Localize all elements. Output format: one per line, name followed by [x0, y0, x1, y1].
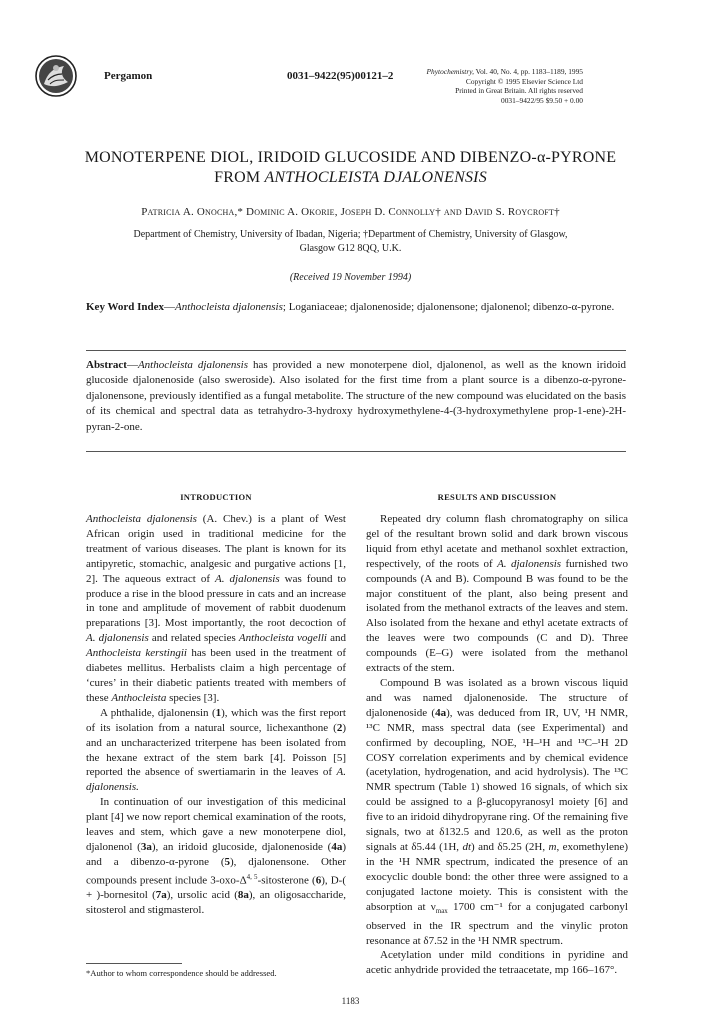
keywords-species: Anthocleista djalonensis: [175, 301, 283, 313]
paper-title: [40, 148, 661, 188]
affiliations: [80, 228, 621, 256]
price-line: 0031–9422/95 $9.50 + 0.00: [501, 95, 583, 105]
abstract-label: Abstract: [86, 359, 127, 371]
keyword-index: Key Word Index—Anthocleista djalonensis; Loganiaceae; djalonenoside; djalonensone; djalonenol; dibenzo-α-pyrone.: [86, 301, 615, 313]
abstract-bottom-rule: [86, 451, 626, 452]
affiliation-line-2: Glasgow G12 8QQ, U.K.: [299, 243, 402, 254]
footnote-rule: [86, 963, 182, 964]
title-line-1: MONOTERPENE DIOL, IRIDOID GLUCOSIDE AND DIBENZO-α-PYRONE: [84, 149, 617, 166]
abstract-top-rule: [86, 350, 626, 351]
abstract-species: Anthocleista djalonensis: [137, 359, 249, 371]
results-body: [366, 512, 628, 978]
received-date: (Received 19 November 1994): [289, 272, 412, 283]
title-prefix: FROM: [214, 169, 265, 186]
footnote: *Author to whom correspondence should be addressed.: [86, 968, 277, 978]
copyright-line: Copyright © 1995 Elsevier Science Ltd: [465, 76, 583, 86]
results-paragraph: Acetylation under mild conditions in pyridine and acetic anhydride provided the tetraacetate, mp 166–167°.: [366, 949, 628, 977]
journal-info: [383, 67, 583, 105]
author-list: Patricia A. Onocha,* Dominic A. Okorie, Joseph D. Connolly† and David S. Roycroft†: [141, 206, 560, 218]
intro-paragraph: In continuation of our investigation of this medicinal plant [4] we now report chemical examination of the roots, leaves and stem, which gave a new monoterpene diol, djalonenol (3a), an iridoid glucoside, djalonenoside (4a) and a dibenzo-α-pyrone (5), djalonensone. Other compounds present include $3-oxo-\Delta^{4, 5}$-sitosterone (6), D-( + )-bornesitol (7a), ursolic acid (8a), an oligosaccharide, sitosterol and stigmasterol.: [86, 796, 347, 917]
page-number: 1183: [341, 996, 360, 1006]
affiliation-line-1: Department of Chemistry, University of Ibadan, Nigeria; †Department of Chemistry, University of Glasgow,: [133, 229, 568, 240]
title-line-2: [40, 168, 661, 188]
intro-paragraph: Anthocleista djalonensis (A. Chev.) is a plant of West African origin used in traditional medicine for the treatment of various diseases. The plant is known for its antipyretic, stomachic, analgesic and purgative actions [1, 2]. The aqueous extract of A. djalonensis was found to produce a rise in the blood pressure in cats and an increase in tone and amplitude of movement of rabbit duodenum preparations [3]. Most importantly, the root decoction of A. djalonensis and related species Anthocleista vogelli and Anthocleista kerstingii has been used in the treatment of diabetes mellitus. Herbalists claim a high percentage of ‘cures’ in their diabetic patients treated with members of these Anthocleista species [3].: [86, 513, 347, 704]
journal-name: Phytochemistry,: [426, 67, 474, 76]
abstract: Abstract—Anthocleista djalonensis has provided a new monoterpene diol, djalonenol, as well as the known iridoid glucoside djalonenoside (also sweroside). Also isolated for the first time from a plant source is a dibenzo-α-pyrone-djalonensone, previously identified as a fungal metabolite. The structure of the new compound was elucidated on the basis of its chemical and spectral data as tetrahydro-3-hydroxy hydroxymethylene-4-(3-hydroxymethylene prop-1-ene)-2H-pyran-2-one.: [86, 359, 626, 433]
abstract-text: has provided a new monoterpene diol, djalonenol, as well as the known iridoid glucoside djalonenoside (also sweroside). Also isolated for the first time from a plant source is a dibenzo-α-pyrone-djalonensone, previously identified as a fungal metabolite. The structure of the new compound was elucidated on the basis of its chemical and spectral data as tetrahydro-3-hydroxy hydroxymethylene-4-(3-hydroxymethylene prop-1-ene)-2H-pyran-2-one.: [86, 359, 626, 433]
printed-line: Printed in Great Britain. All rights reserved: [455, 86, 583, 96]
publisher-name: Pergamon: [104, 70, 153, 82]
intro-paragraph: A phthalide, djalonensin (1), which was the first report of its isolation from a natural source, lichexanthone (2) and an uncharacterized triterpene has been isolated from the hexane extract of the stem bark [4]. Poisson [5] reported the absence of swertiamarin in the leaves of A. djalonensis.: [86, 706, 346, 794]
keywords-label: Key Word Index: [86, 301, 165, 313]
results-paragraph: Compound B was isolated as a brown viscous liquid and was named djalonenoside. The structure of djalonenoside (4a), was deduced from IR, UV, ¹H NMR, ¹³C NMR, mass spectral data (see Experimental) and confirmed by decoupling, NOE, ¹H–¹H and ¹³C–¹H 2D COSY correlation experiments and by chemical evidence (acetylation, hydrogenation, and acid hydrolysis). The ¹³C NMR spectrum (Table 1) showed 16 signals, of which six could be assigned to a β-glucopyranosyl moiety [6] and five to an iridoid dihydropyrane ring. Of the remaining five signals, two at δ132.5 and 120.6, as well as the proton signals at δ5.44 (1H, dt) and δ5.25 (2H, m, exomethylene) in the ¹H NMR spectrum, indicated the presence of an exocyclic double bond: the other three were assigned to a conjugated lactone moiety. This is consistent with the absorption at $\nu_{max}$ 1700 cm⁻¹ for a conjugated carbonyl observed in the IR spectrum and the vinylic proton resonance at δ7.52 in the ¹H NMR spectrum.: [366, 676, 628, 947]
results-paragraph: Repeated dry column flash chromatography on silica gel of the resultant brown solid and dark brown viscous liquid from ethyl acetate and methanol soxhlet extraction, respectively, of the roots of A. djalonensis furnished two compounds (A and B). Compound B was found to be the major constituent of the plant, also being present and isolated from the methanol extracts of the leaves and stem. Also isolated from the hexane and ethyl acetate extracts of the leaves were two compounds (C and D). Three compounds (E–G) were isolated from the methanol extracts of the stem.: [366, 513, 628, 675]
title-species: ANTHOCLEISTA DJALONENSIS: [264, 169, 487, 186]
introduction-heading: INTRODUCTION: [180, 492, 252, 502]
keywords-list: ; Loganiaceae; djalonenoside; djalonensone; djalonenol; dibenzo-α-pyrone.: [282, 301, 615, 313]
results-heading: RESULTS AND DISCUSSION: [437, 492, 557, 502]
journal-volume: Vol. 40, No. 4, pp. 1183–1189, 1995: [473, 67, 583, 76]
publisher-logo: [34, 54, 78, 98]
introduction-body: [86, 512, 346, 918]
doi-code: 0031–9422(95)00121–2: [287, 70, 394, 82]
